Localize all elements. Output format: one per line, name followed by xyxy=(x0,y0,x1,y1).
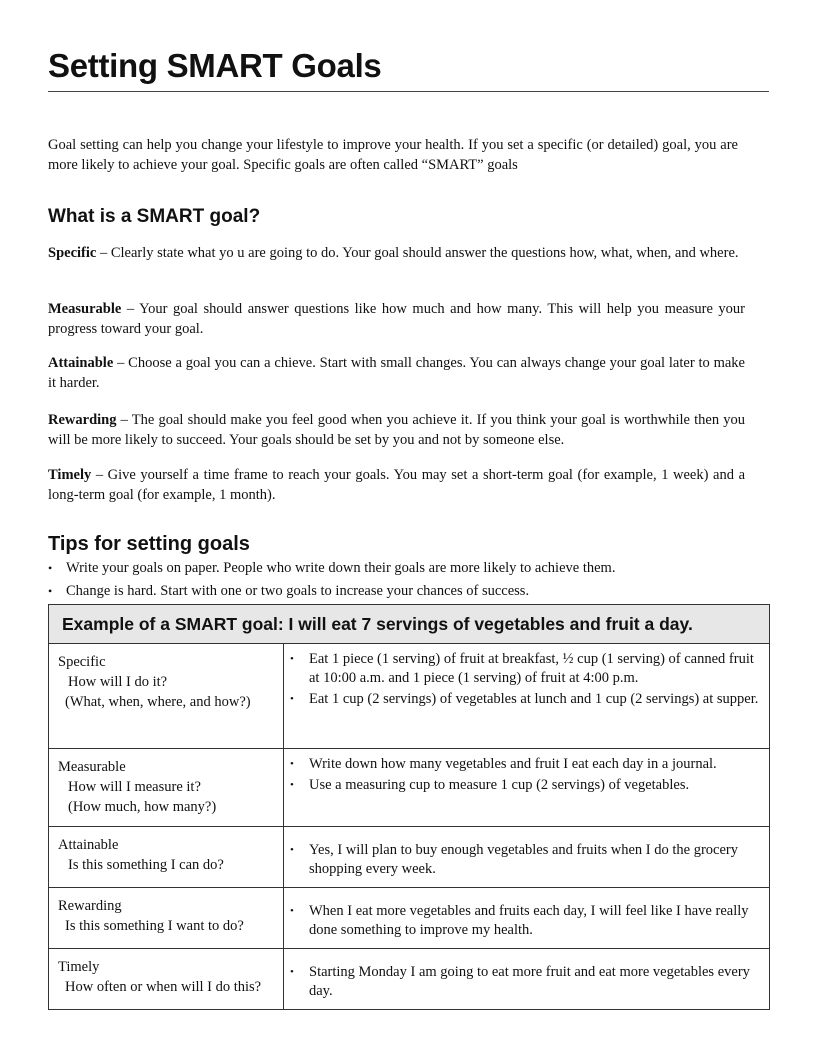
intro-paragraph: Goal setting can help you change your lifestyle to improve your health. If you set a specific (or detailed) goal, you are more likely to achieve your goal. Specific goals are often called “SMART” goals xyxy=(48,137,738,173)
definition-text: – The goal should make you feel good when you achieve it. If you think your goal is worthwhile then you will be more likely to succeed. Your goals should be set by you and not by someone else. xyxy=(48,412,745,448)
table-row xyxy=(49,949,770,1010)
bullet-icon: • xyxy=(290,966,294,978)
example-list xyxy=(284,644,769,717)
what-is-smart-heading: What is a SMART goal? xyxy=(48,206,261,227)
table-row xyxy=(49,644,770,749)
definition-text: – Your goal should answer questions like how much and how many. This will help you measure your progress toward your goal. xyxy=(48,301,745,337)
criterion-cell xyxy=(49,644,284,749)
list-item xyxy=(284,776,759,795)
example-text: When I eat more vegetables and fruits each day, I will feel like I have really done something to improve my health. xyxy=(309,903,749,938)
definition-rewarding xyxy=(48,410,745,450)
list-item xyxy=(284,902,759,940)
example-text: Write down how many vegetables and fruit I eat each day in a journal. xyxy=(309,756,717,772)
criterion-name: Timely xyxy=(58,959,100,975)
criterion-question: (What, when, where, and how?) xyxy=(65,694,251,710)
definition-text: – Clearly state what yo u are going to do. Your goal should answer the questions how, what, when, and where. xyxy=(96,245,739,261)
definition-term: Rewarding xyxy=(48,412,117,428)
bullet-icon: • xyxy=(290,844,294,856)
bullet-icon: • xyxy=(290,779,294,791)
example-cell xyxy=(284,827,770,888)
bullet-icon: • xyxy=(48,561,53,575)
list-item xyxy=(284,755,759,774)
example-text: Yes, I will plan to buy enough vegetables and fruits when I do the grocery shopping every week. xyxy=(309,842,739,877)
criterion-question: (How much, how many?) xyxy=(68,799,217,815)
list-item xyxy=(48,558,769,581)
definition-attainable xyxy=(48,353,745,393)
list-item xyxy=(284,841,759,879)
example-list xyxy=(284,888,769,948)
smart-goal-example-table xyxy=(48,604,770,1010)
criterion-question: How often or when will I do this? xyxy=(65,979,262,995)
criterion-question: Is this something I want to do? xyxy=(65,918,244,934)
table-header: Example of a SMART goal: I will eat 7 servings of vegetables and fruit a day. xyxy=(49,605,770,644)
example-text: Starting Monday I am going to eat more fruit and eat more vegetables every day. xyxy=(309,964,750,999)
example-list xyxy=(284,827,769,887)
example-text: Eat 1 cup (2 servings) of vegetables at lunch and 1 cup (2 servings) at supper. xyxy=(309,691,759,707)
page-title: Setting SMART Goals xyxy=(48,47,382,84)
definition-measurable xyxy=(48,299,745,339)
definition-text: – Choose a goal you can a chieve. Start with small changes. You can always change your goal later to make it harder. xyxy=(48,355,745,391)
criterion-question: Is this something I can do? xyxy=(68,857,224,873)
list-item xyxy=(48,581,769,604)
criterion-cell xyxy=(49,749,284,827)
criterion-cell xyxy=(49,949,284,1010)
example-list xyxy=(284,749,769,803)
criterion-name: Measurable xyxy=(58,759,126,775)
table-row xyxy=(49,749,770,827)
definition-term: Attainable xyxy=(48,355,114,371)
definition-specific xyxy=(48,243,745,263)
table-row xyxy=(49,827,770,888)
list-item xyxy=(284,650,759,688)
table-row xyxy=(49,888,770,949)
example-text: Eat 1 piece (1 serving) of fruit at breakfast, ½ cup (1 serving) of canned fruit at 10:00 a.m. and 1 piece (1 serving) of fruit at 4:00 p.m. xyxy=(309,651,754,686)
bullet-icon: • xyxy=(48,584,53,598)
example-cell xyxy=(284,644,770,749)
list-item xyxy=(284,690,759,709)
definition-term: Specific xyxy=(48,245,97,261)
example-list xyxy=(284,949,769,1009)
example-cell xyxy=(284,749,770,827)
criterion-name: Rewarding xyxy=(58,898,122,914)
bullet-icon: • xyxy=(290,905,294,917)
example-text: Use a measuring cup to measure 1 cup (2 servings) of vegetables. xyxy=(309,777,690,793)
criterion-cell xyxy=(49,827,284,888)
criterion-name: Specific xyxy=(58,654,106,670)
definition-timely xyxy=(48,465,745,505)
tips-heading: Tips for setting goals xyxy=(48,533,250,555)
tips-list xyxy=(48,558,769,604)
example-cell xyxy=(284,949,770,1010)
tip-text: Change is hard. Start with one or two goals to increase your chances of success. xyxy=(66,583,530,599)
criterion-cell xyxy=(49,888,284,949)
criterion-question: How will I do it? xyxy=(68,674,168,690)
bullet-icon: • xyxy=(290,653,294,665)
tip-text: Write your goals on paper. People who write down their goals are more likely to achieve them. xyxy=(66,560,616,576)
criterion-name: Attainable xyxy=(58,837,119,853)
definition-text: – Give yourself a time frame to reach your goals. You may set a short-term goal (for example, 1 week) and a long-term goal (for example, 1 month). xyxy=(48,467,745,503)
definition-term: Timely xyxy=(48,467,92,483)
bullet-icon: • xyxy=(290,758,294,770)
definition-term: Measurable xyxy=(48,301,122,317)
list-item xyxy=(284,963,759,1001)
criterion-question: How will I measure it? xyxy=(68,779,201,795)
title-divider xyxy=(48,91,769,92)
bullet-icon: • xyxy=(290,693,294,705)
example-cell xyxy=(284,888,770,949)
